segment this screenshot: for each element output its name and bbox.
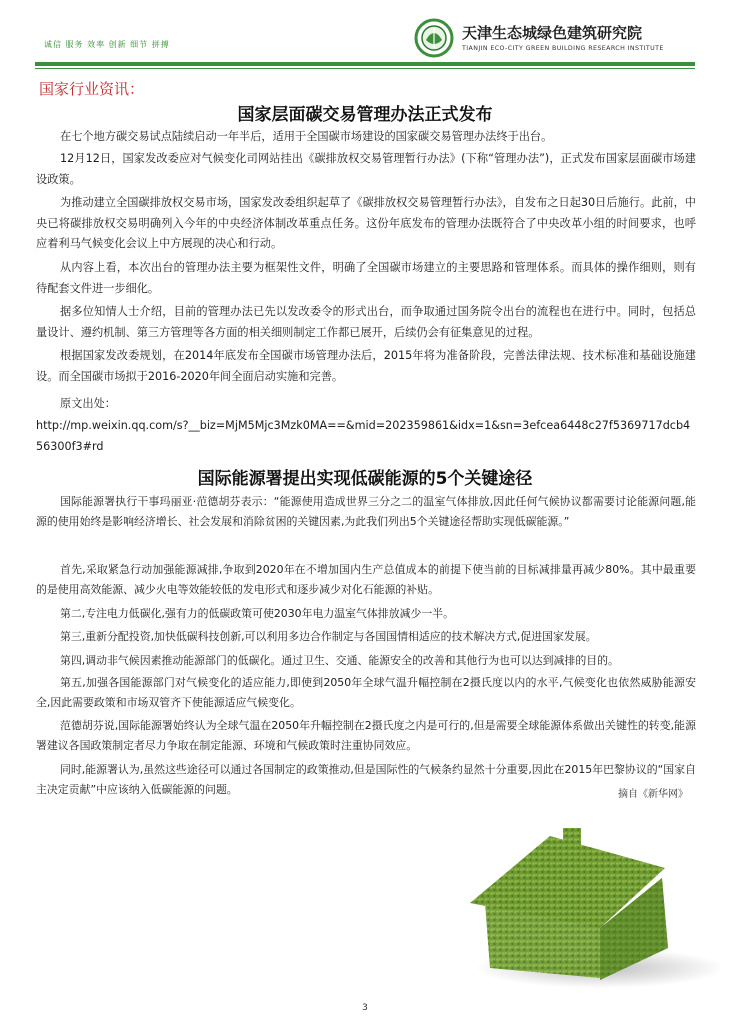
grass-house-illustration <box>430 808 720 988</box>
article1-paragraph: 12月12日，国家发改委应对气候变化司网站挂出《碳排放权交易管理暂行办法》(下称“管理办法”)，正式发布国家层面碳市场建设政策。 <box>36 152 696 186</box>
article2-paragraph: 国际能源署执行干事玛丽亚·范德胡芬表示：“能源使用造成世界三分之二的温室气体排放,因此任何气候协议都需要讨论能源问题,能源的使用始终是影响经济增长、社会发展和消除贫困的关键因素,为此我们列出5个关键途径帮助实现低碳能源。” <box>36 495 696 528</box>
article2-paragraph: 第五,加强各国能源部门对气候变化的适应能力,即使到2050年全球气温升幅控制在2摄氏度以内的水平,气候变化也依然威胁能源安全,因此需要政策和市场双管齐下使能源适应气候变化。 <box>36 676 696 709</box>
article2-source: 摘自《新华网》 <box>618 789 688 800</box>
source-link[interactable]: http://mp.weixin.qq.com/s?__biz=MjM5Mjc3Mzk0MA==&mid=202359861&idx=1&sn=3efcea6448c27f5369717dcb456300f3#rd <box>36 419 691 453</box>
article1-paragraph: 根据国家发改委规划，在2014年底发布全国碳市场管理办法后，2015年将为准备阶段，完善法律法规、技术标准和基础设施建设。而全国碳市场拟于2016-2020年间全面启动实施和完善。 <box>36 349 696 383</box>
article1-paragraph: 为推动建立全国碳排放权交易市场，国家发改委组织起草了《碳排放权交易管理暂行办法》，自发布之日起30日后施行。此前，中央已将碳排放权交易明确列入今年的中央经济体制改革重点任务。这份年底发布的管理办法既符合了中央改革小组的时间要求，也呼应着利马气候变化会议上中方展现的决心和行动。 <box>36 196 696 250</box>
page-number: 3 <box>362 1003 368 1013</box>
article2-title: 国际能源署提出实现低碳能源的5个关键途径 <box>197 469 533 489</box>
section-label: 国家行业资讯： <box>39 80 145 98</box>
header-motto: 诚信 服务 效率 创新 细节 拼搏 <box>44 40 170 49</box>
article2-paragraph: 第二,专注电力低碳化,强有力的低碳政策可使2030年电力温室气体排放减少一半。 <box>60 607 455 620</box>
article2-paragraph: 同时,能源署认为,虽然这些途径可以通过各国制定的政策推动,但是国际性的气候条约显然十分重要,因此在2015年巴黎协议的“国家自主决定贡献”中应该纳入低碳能源的问题。 <box>36 763 696 796</box>
article2-paragraph: 第三,重新分配投资,加快低碳科技创新,可以利用多边合作制定与各国国情相适应的技术解决方式,促进国家发展。 <box>60 630 597 643</box>
header-rule-thin <box>35 68 695 69</box>
article1-paragraph: 从内容上看，本次出台的管理办法主要为框架性文件，明确了全国碳市场建立的主要思路和管理体系。而具体的操作细则，则有待配套文件进一步细化。 <box>36 261 696 295</box>
header-rule-thick <box>35 62 695 66</box>
institute-logo-icon <box>414 18 454 58</box>
org-name-en: TIANJIN ECO-CITY GREEN BUILDING RESEARCH INSTITUTE <box>462 45 664 52</box>
article2-paragraph: 首先,采取紧急行动加强能源减排,争取到2020年在不增加国内生产总值成本的前提下使当前的目标减排量再减少80%。其中最重要的是使用高效能源、减少火电等效能较低的发电形式和逐步减少对化石能源的补贴。 <box>36 563 696 596</box>
org-name-cn: 天津生态城绿色建筑研究院 <box>462 24 643 42</box>
header-org <box>404 18 704 62</box>
article1-paragraph: 原文出处： <box>60 397 116 410</box>
article1-title: 国家层面碳交易管理办法正式发布 <box>237 105 493 125</box>
article1-paragraph: 在七个地方碳交易试点陆续启动一年半后，适用于全国碳市场建设的国家碳交易管理办法终于出台。 <box>60 130 553 143</box>
article2-paragraph: 范德胡芬说,国际能源署始终认为全球气温在2050年升幅控制在2摄氏度之内是可行的,但是需要全球能源体系做出关键性的转变,能源署建议各国政策制定者尽力争取在制定能源、环境和气候政策时注重协同效应。 <box>36 719 696 752</box>
article2-paragraph: 第四,调动非气候因素推动能源部门的低碳化。通过卫生、交通、能源安全的改善和其他行为也可以达到减排的目的。 <box>60 654 619 667</box>
article1-paragraph: 据多位知情人士介绍，目前的管理办法已先以发改委令的形式出台，而争取通过国务院令出台的流程也在进行中。同时，包括总量设计、遵约机制、第三方管理等各方面的相关细则制定工作都已展开，后续仍会有征集意见的过程。 <box>36 305 696 339</box>
